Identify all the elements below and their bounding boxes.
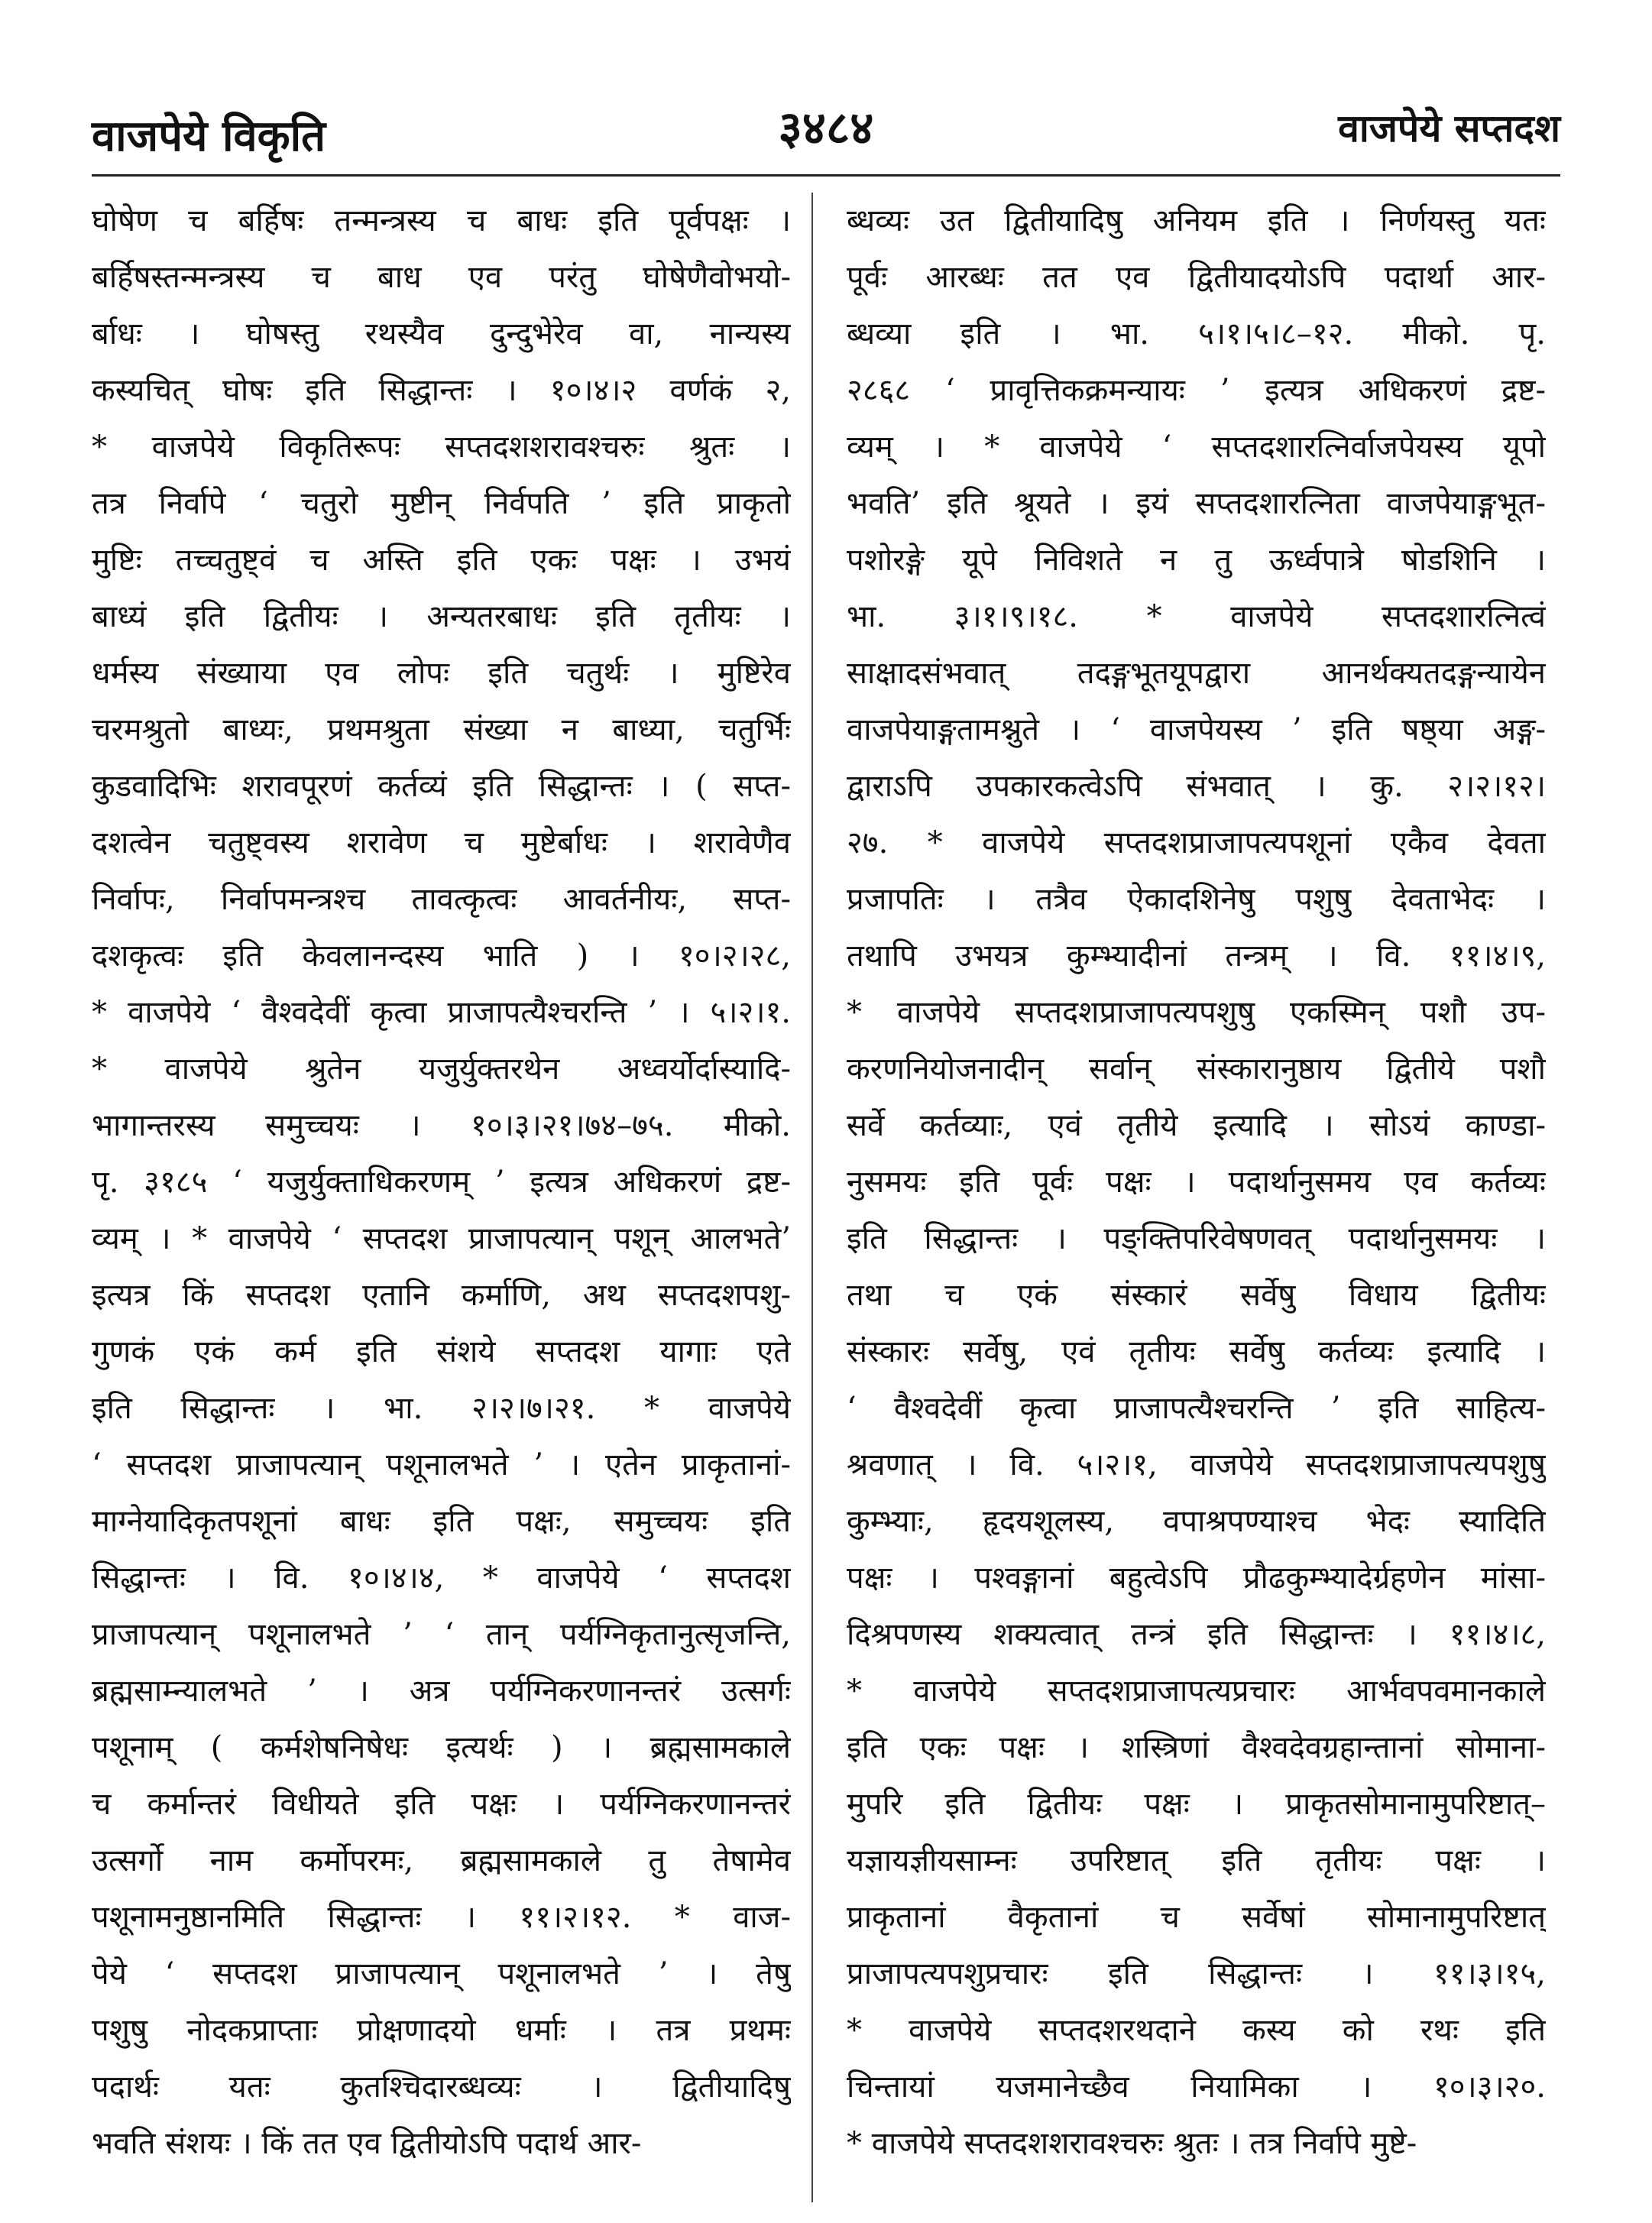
- text-line: दशकृत्वः इति केवलानन्दस्य भाति ) । १०।२।२८,: [92, 938, 791, 974]
- text-line: कुडवादिभिः शरावपूरणं कर्तव्यं इति सिद्धान्तः । ( सप्त-: [92, 769, 791, 804]
- page-number: ३४८४: [778, 102, 874, 155]
- text-line: तथापि उभयत्र कुम्भ्यादीनां तन्त्रम् । वि. ११।४।९,: [847, 938, 1546, 974]
- text-line: र्बाधः । घोषस्तु रथस्यैव दुन्दुभेरेव वा, नान्यस्य: [92, 316, 791, 352]
- text-line: पेये ‘ सप्तदश प्राजापत्यान् पशूनालभते ’ । तेषु: [92, 1956, 791, 1991]
- text-line: पूर्वः आरब्धः तत एव द्वितीयादयोऽपि पदार्था आर-: [847, 260, 1546, 295]
- text-line: पशूनामनुष्ठानमिति सिद्धान्तः । ११।२।१२. * वाज-: [92, 1900, 791, 1935]
- text-line: २८६८ ‘ प्रावृत्तिकक्रमन्यायः ’ इत्यत्र अधिकरणं द्रष्ट-: [847, 373, 1546, 408]
- text-line: इति सिद्धान्तः । पङ्क्तिपरिवेषणवत् पदार्थानुसमयः ।: [847, 1221, 1546, 1256]
- text-line: तत्र निर्वापे ‘ चतुरो मुष्टीन् निर्वपति ’ इति प्राकृतो: [92, 486, 791, 521]
- right-column: [847, 193, 1546, 2172]
- text-line: प्राकृतानां वैकृतानां च सर्वेषां सोमानामुपरिष्टात्: [847, 1900, 1546, 1935]
- text-line: ब्रह्मसाम्न्यालभते ’ । अत्र पर्यग्निकरणानन्तरं उत्सर्गः: [92, 1674, 791, 1709]
- text-line: मुपरि इति द्वितीयः पक्षः । प्राकृतसोमानामुपरिष्टात्–: [847, 1787, 1546, 1822]
- text-line: संस्कारः सर्वेषु, एवं तृतीयः सर्वेषु कर्तव्यः इत्यादि ।: [847, 1334, 1546, 1369]
- text-line: * वाजपेये सप्तदशप्राजापत्यपशुषु एकस्मिन् पशौ उप-: [847, 995, 1546, 1030]
- text-line: उत्सर्गो नाम कर्मोपरमः, ब्रह्मसामकाले तु तेषामेव: [92, 1843, 791, 1878]
- text-line: इति एकः पक्षः । शस्त्रिणां वैश्वदेवग्रहान्तानां सोमाना-: [847, 1730, 1546, 1765]
- text-line: बाध्यं इति द्वितीयः । अन्यतरबाधः इति तृतीयः ।: [92, 599, 791, 634]
- text-line: ब्धव्यः उत द्वितीयादिषु अनियम इति । निर्णयस्तु यतः: [847, 203, 1546, 238]
- text-line: घोषेण च बर्हिषः तन्मन्त्रस्य च बाधः इति पूर्वपक्षः ।: [92, 203, 791, 238]
- text-line: इति सिद्धान्तः । भा. २।२।७।२१. * वाजपेये: [92, 1391, 791, 1426]
- text-line: पदार्थः यतः कुतश्चिदारब्धव्यः । द्वितीयादिषु: [92, 2069, 791, 2105]
- header-rule: [92, 174, 1560, 177]
- text-line: ब्धव्या इति । भा. ५।१।५।८–१२. मीको. पृ.: [847, 316, 1546, 352]
- text-line: पृ. ३१८५ ‘ यजुर्युक्ताधिकरणम् ’ इत्यत्र अधिकरणं द्रष्ट-: [92, 1165, 791, 1200]
- text-line: व्यम् । * वाजपेये ‘ सप्तदशारत्निर्वाजपेयस्य यूपो: [847, 429, 1546, 465]
- left-column: [92, 193, 791, 2172]
- text-line: दशत्वेन चतुष्ट्वस्य शरावेण च मुष्टेर्बाधः । शरावेणैव: [92, 825, 791, 860]
- text-line: निर्वापः, निर्वापमन्त्रश्च तावत्कृत्वः आवर्तनीयः, सप्त-: [92, 882, 791, 917]
- text-line: ‘ वैश्वदेवीं कृत्वा प्राजापत्यैश्चरन्ति ’ इति साहित्य-: [847, 1391, 1546, 1426]
- text-line: नुसमयः इति पूर्वः पक्षः । पदार्थानुसमय एव कर्तव्यः: [847, 1165, 1546, 1200]
- text-line: चिन्तायां यजमानेच्छैव नियामिका । १०।३।२०.: [847, 2069, 1546, 2105]
- text-line: व्यम् । * वाजपेये ‘ सप्तदश प्राजापत्यान् पशून् आलभते’: [92, 1221, 791, 1256]
- text-line: * वाजपेये सप्तदशरथदाने कस्य को रथः इति: [847, 2013, 1546, 2048]
- running-head-right: वाजपेये सप्तदश: [1338, 105, 1560, 151]
- text-line: गुणकं एकं कर्म इति संशये सप्तदश यागाः एते: [92, 1334, 791, 1369]
- text-line: यज्ञायज्ञीयसाम्नः उपरिष्टात् इति तृतीयः पक्षः ।: [847, 1843, 1546, 1878]
- text-line: पक्षः । पश्वङ्गानां बहुत्वेऽपि प्रौढकुम्भ्यादेर्ग्रहणेन मांसा-: [847, 1560, 1546, 1596]
- text-line: कस्यचित् घोषः इति सिद्धान्तः । १०।४।२ वर्णकं २,: [92, 373, 791, 408]
- text-line: कुम्भ्याः, हृदयशूलस्य, वपाश्रपण्याश्च भेदः स्यादिति: [847, 1504, 1546, 1539]
- text-line: प्राजापत्यान् पशूनालभते ’ ‘ तान् पर्यग्निकृतानुत्सृजन्ति,: [92, 1617, 791, 1652]
- text-line: करणनियोजनादीन् सर्वान् संस्कारानुष्ठाय द्वितीये पशौ: [847, 1052, 1546, 1087]
- text-line: सर्वे कर्तव्याः, एवं तृतीये इत्यादि । सोऽयं काण्डा-: [847, 1108, 1546, 1143]
- page-header: [92, 98, 1560, 174]
- text-line: भा. ३।१।९।१८. * वाजपेये सप्तदशारत्नित्वं: [847, 599, 1546, 634]
- text-line: भवति संशयः । किं तत एव द्वितीयोऽपि पदार्थ आर-: [92, 2126, 642, 2161]
- text-line: * वाजपेये विकृतिरूपः सप्तदशशरावश्चरुः श्रुतः ।: [92, 429, 791, 465]
- text-line: पशूनाम् ( कर्मशेषनिषेधः इत्यर्थः ) । ब्रह्मसामकाले: [92, 1730, 791, 1765]
- text-line: तथा च एकं संस्कारं सर्वेषु विधाय द्वितीयः: [847, 1278, 1546, 1313]
- text-line: ‘ सप्तदश प्राजापत्यान् पशूनालभते ’ । एतेन प्राकृतानां-: [92, 1447, 791, 1483]
- text-line: द्वाराऽपि उपकारकत्वेऽपि संभवात् । कु. २।२।१२।: [847, 769, 1546, 804]
- text-line: पशुषु नोदकप्राप्ताः प्रोक्षणादयो धर्माः । तत्र प्रथमः: [92, 2013, 791, 2048]
- text-line: * वाजपेये ‘ वैश्वदेवीं कृत्वा प्राजापत्यैश्चरन्ति ’ । ५।२।१.: [92, 995, 791, 1030]
- text-line: वाजपेयाङ्गतामश्नुते । ‘ वाजपेयस्य ’ इति षष्ठ्या अङ्ग-: [847, 712, 1546, 747]
- column-divider: [811, 193, 813, 2202]
- text-line: धर्मस्य संख्याया एव लोपः इति चतुर्थः । मुष्टिरेव: [92, 656, 791, 691]
- text-line: * वाजपेये श्रुतेन यजुर्युक्तरथेन अध्वर्योर्दास्यादि-: [92, 1052, 791, 1087]
- text-line: साक्षादसंभवात् तदङ्गभूतयूपद्वारा आनर्थक्यतदङ्गन्यायेन: [847, 656, 1546, 691]
- text-line: प्रजापतिः । तत्रैव ऐकादशिनेषु पशुषु देवताभेदः ।: [847, 882, 1546, 917]
- text-line: २७. * वाजपेये सप्तदशप्राजापत्यपशूनां एकैव देवता: [847, 825, 1546, 860]
- text-line: चरमश्रुतो बाध्यः, प्रथमश्रुता संख्या न बाध्या, चतुर्भिः: [92, 712, 791, 747]
- text-line: भागान्तरस्य समुच्चयः । १०।३।२१।७४–७५. मीको.: [92, 1108, 791, 1143]
- text-line: दिश्रपणस्य शक्यत्वात् तन्त्रं इति सिद्धान्तः । ११।४।८,: [847, 1617, 1546, 1652]
- text-line: प्राजापत्यपशुप्रचारः इति सिद्धान्तः । ११।३।१५,: [847, 1956, 1546, 1991]
- text-line: बर्हिषस्तन्मन्त्रस्य च बाध एव परंतु घोषेणैवोभयो-: [92, 260, 791, 295]
- text-line: इत्यत्र किं सप्तदश एतानि कर्माणि, अथ सप्तदशपशु-: [92, 1278, 791, 1313]
- text-line: पशोरङ्गे यूपे निविशते न तु ऊर्ध्वपात्रे षोडशिनि ।: [847, 543, 1546, 578]
- text-line: श्रवणात् । वि. ५।२।१, वाजपेये सप्तदशप्राजापत्यपशुषु: [847, 1447, 1546, 1483]
- running-head-left: वाजपेये विकृति: [92, 111, 326, 161]
- text-line: च कर्मान्तरं विधीयते इति पक्षः । पर्यग्निकरणानन्तरं: [92, 1787, 791, 1822]
- text-line: माग्नेयादिकृतपशूनां बाधः इति पक्षः, समुच्चयः इति: [92, 1504, 791, 1539]
- text-line: * वाजपेये सप्तदशशरावश्चरुः श्रुतः । तत्र निर्वापे मुष्टे-: [847, 2126, 1417, 2161]
- text-line: सिद्धान्तः । वि. १०।४।४, * वाजपेये ‘ सप्तदश: [92, 1560, 791, 1596]
- text-line: * वाजपेये सप्तदशप्राजापत्यप्रचारः आर्भवपवमानकाले: [847, 1674, 1546, 1709]
- text-line: भवति’ इति श्रूयते । इयं सप्तदशारत्निता वाजपेयाङ्गभूत-: [847, 486, 1546, 521]
- text-line: मुष्टिः तच्चतुष्ट्वं च अस्ति इति एकः पक्षः । उभयं: [92, 543, 791, 578]
